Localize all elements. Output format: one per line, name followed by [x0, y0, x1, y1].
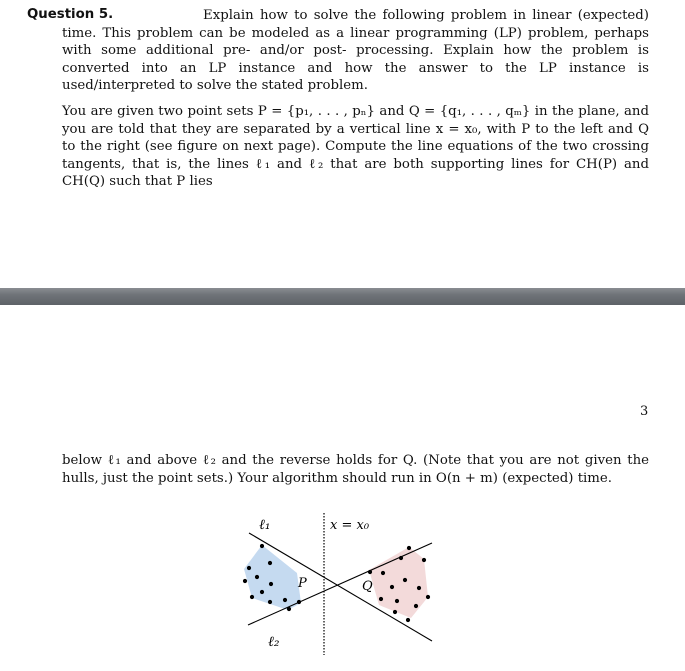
point-q — [390, 585, 394, 589]
point-p — [268, 600, 272, 604]
point-q — [422, 558, 426, 562]
point-p — [250, 595, 254, 599]
label-set-q: Q — [362, 579, 373, 594]
point-q — [417, 586, 421, 590]
page-1 — [0, 0, 685, 288]
point-p — [260, 544, 264, 548]
point-q — [426, 595, 430, 599]
point-q — [399, 556, 403, 560]
page-separator — [0, 288, 685, 305]
page-number: 3 — [640, 404, 649, 419]
point-p — [268, 561, 272, 565]
point-p — [255, 575, 259, 579]
question-label: Question 5. — [27, 7, 114, 22]
crossing-tangents-figure — [0, 305, 685, 671]
point-q — [368, 570, 372, 574]
point-q — [395, 599, 399, 603]
continuation-paragraph: below ℓ₁ and above ℓ₂ and the reverse holds for Q. (Note that you are not given the hulls, just the point sets.) Your algorithm should run in O(n + m) (expected) time. — [62, 453, 649, 486]
point-q — [414, 604, 418, 608]
point-p — [243, 579, 247, 583]
label-l1: ℓ₁ — [259, 517, 271, 533]
point-p — [287, 607, 291, 611]
point-q — [379, 597, 383, 601]
question-intro-paragraph: Explain how to solve the following problem in linear (expected) time. This problem can be modeled as a linear programming (LP) problem, perhaps with some additional pre- and/or post- processing. Explain how the problem is converted into an LP instance and how the answer to the LP instance is used/interpreted to solve the stated problem. — [62, 8, 649, 94]
point-q — [403, 578, 407, 582]
label-divider: x = x₀ — [330, 518, 370, 533]
label-set-p: P — [298, 576, 307, 591]
point-p — [269, 582, 273, 586]
point-q — [381, 571, 385, 575]
point-p — [297, 600, 301, 604]
point-p — [247, 566, 251, 570]
label-l2: ℓ₂ — [268, 634, 280, 650]
point-q — [407, 546, 411, 550]
point-q — [406, 618, 410, 622]
problem-statement-paragraph: You are given two point sets P = {p₁, . . . , pₙ} and Q = {q₁, . . . , qₘ} in the plane, and you are told that they are separated by a vertical line x = x₀, with P to the left and Q to the right (see figure on next page). Compute the line equations of the two crossing tangents, that is, the lines ℓ₁ and ℓ₂ that are both supporting lines for CH(P) and CH(Q) such that P lies — [62, 104, 649, 190]
point-p — [283, 598, 287, 602]
page-2 — [0, 305, 685, 671]
point-p — [260, 590, 264, 594]
hull-p — [244, 545, 301, 610]
point-q — [393, 610, 397, 614]
